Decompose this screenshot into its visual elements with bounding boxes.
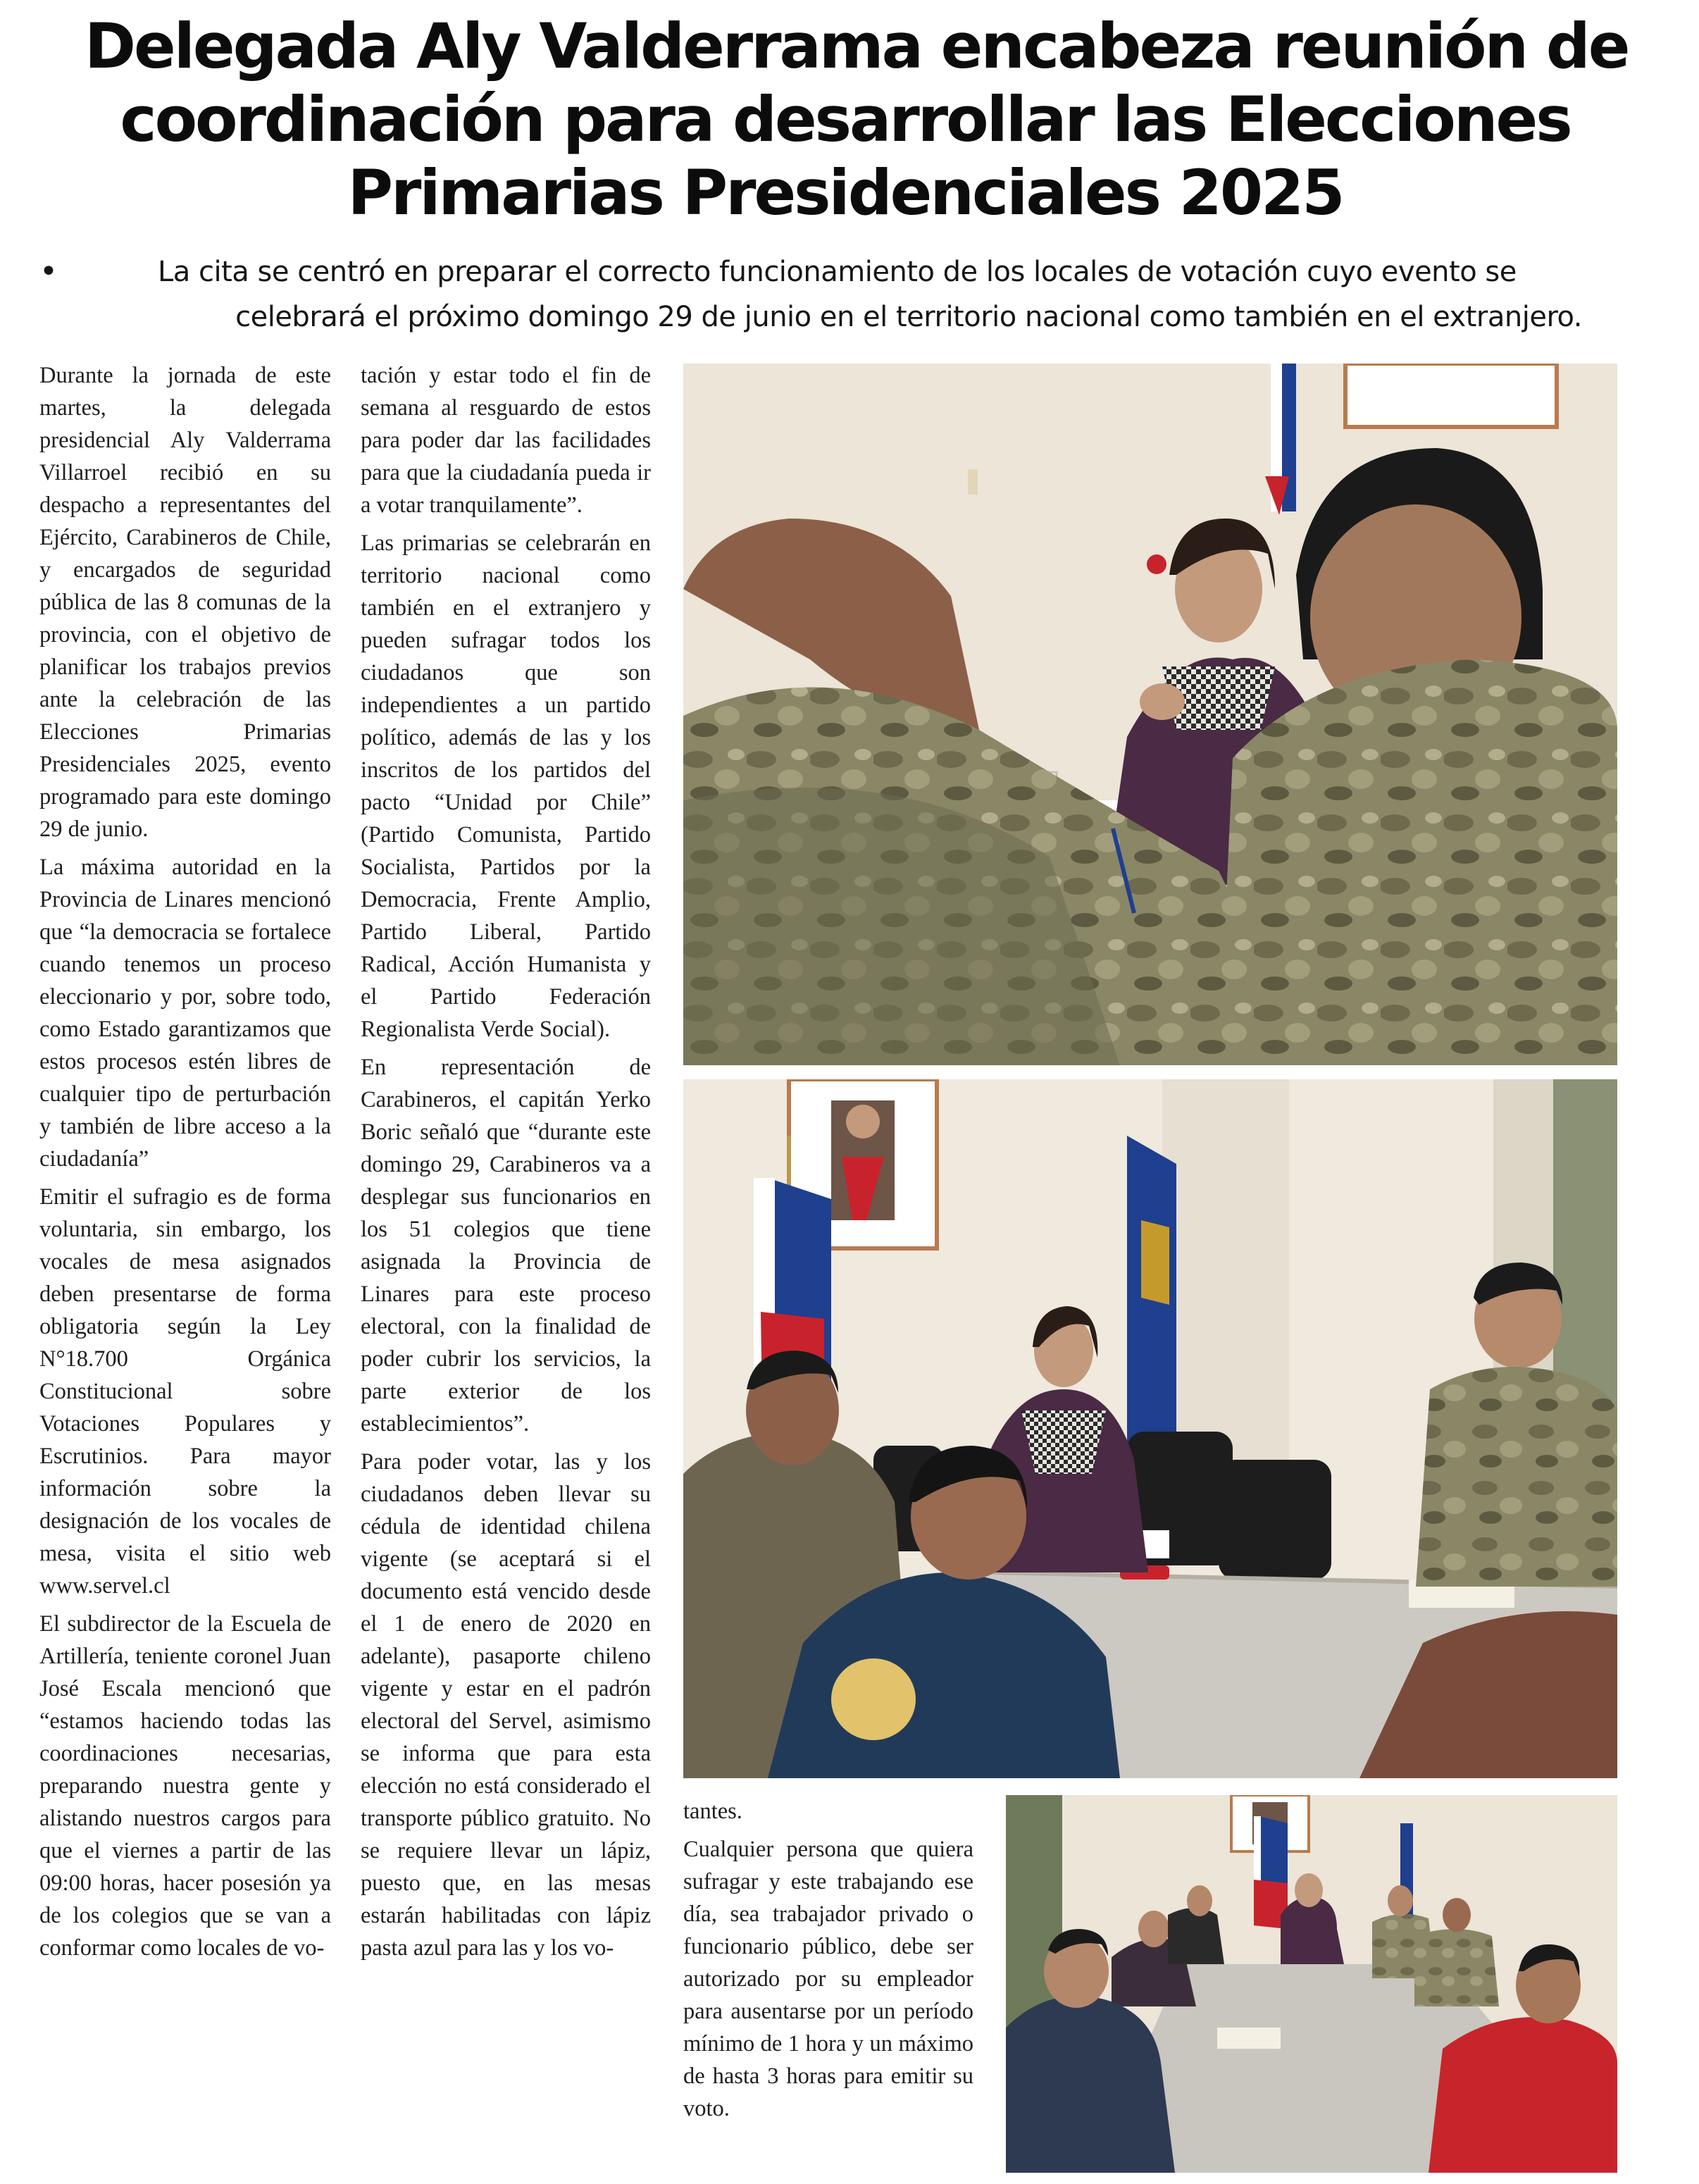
- headline-line-2: coordinación para desarrollar las Elecciones: [120, 83, 1571, 156]
- paragraph-army-quote-cont: tación y estar todo el fin de semana al resguardo de estos para poder dar las facilidades para que la ciudadanía pueda ir a votar tranquilamente”.: [361, 363, 651, 518]
- lead-bullet: •: [39, 254, 58, 290]
- paragraph-army-quote: El subdirector de la Escuela de Artillería, teniente coronel Juan José Escala mencionó que “estamos haciendo todas las coordinaciones necesarias, preparando nuestra gente y alistando nuestros cargos para que el viernes a partir de las 09:00 horas, hacer posesión ya de los colegios que se van a conformar como locales de vo-: [39, 1611, 331, 1961]
- lead-line-2: celebrará el próximo domingo 29 de junio en el territorio nacional como también en el extranjero.: [235, 301, 1582, 333]
- paragraph-voting-voluntary: Emitir el sufragio es de forma voluntaria, sin embargo, los vocales de mesa asignados deben presentarse de forma obligatoria según la Ley N°18.700 Orgánica Constitucional sobre Votaciones Populares y Escrutinios. Para mayor información sobre la designación de los vocales de mesa, visita el sitio web www.servel.cl: [39, 1184, 331, 1599]
- paragraph-primaries-parties: Las primarias se celebrarán en territorio nacional como también en el extranjero y pueden sufragar todos los ciudadanos que son independientes a un partido político, además de las y los inscritos de los partidos del pacto “Unidad por Chile” (Partido Comunista, Partido Socialista, Partidos por la Democracia, Frente Amplio, Partido Liberal, Partido Radical, Acción Humanista y el Partido Federación Regionalista Verde Social).: [361, 531, 651, 1042]
- paragraph-meeting-intro: Durante la jornada de este martes, la delegada presidencial Aly Valderrama Villarroel recibió en su despacho a representantes del Ejército, Carabineros de Chile, y encargados de seguridad pública de las 8 comunas de la provincia, con el objetivo de planificar los trabajos previos ante la celebración de las Elecciones Primarias Presidenciales 2025, evento programado para este domingo 29 de junio.: [39, 363, 331, 842]
- paragraph-voting-requirements: Para poder votar, las y los ciudadanos deben llevar su cédula de identidad chilena vigente (se aceptará si el documento está vencido desde el 1 de enero de 2020 en adelante), pasaporte chileno vigente y estar en el padrón electoral del Servel, asimismo se informa que para esta elección no está considerado el transporte público gratuito. No se requiere llevar un lápiz, puesto que, en las mesas estarán habilitadas con lápiz pasta azul para las y los vo-: [361, 1449, 651, 1961]
- paragraph-carabineros-quote: En representación de Carabineros, el capitán Yerko Boric señaló que “durante este domingo 29, Carabineros va a desplegar sus funcionarios en los 51 colegios que tiene asignada la Provincia de Linares para este proceso electoral, con la finalidad de poder cubrir los servicios, la parte exterior de los establecimientos”.: [361, 1055, 651, 1437]
- paragraph-delegate-quote: La máxima autoridad en la Provincia de Linares mencionó que “la democracia se fortalece cuando tenemos un proceso eleccionario y por, sobre todo, como Estado garantizamos que estos procesos estén libres de cualquier tipo de perturbación y también de libre acceso a la ciudadanía”: [39, 855, 331, 1172]
- photo-meeting-table-image: [683, 1079, 1617, 1778]
- photo-meeting-table: [683, 1079, 1617, 1778]
- photo-delegate-speaking: [683, 364, 1617, 1065]
- body-column-1: [39, 359, 331, 1964]
- photo-delegate-speaking-image: [683, 364, 1617, 1065]
- body-column-2: [361, 359, 651, 1964]
- photo-meeting-room-wide-image: [1006, 1795, 1617, 2173]
- headline-line-3: Primarias Presidenciales 2025: [347, 156, 1343, 229]
- lead-line-1: La cita se centró en preparar el correcto funcionamiento de los locales de votación cuyo evento se: [158, 256, 1517, 288]
- paragraph-voting-requirements-cont: tantes.: [683, 1799, 742, 1824]
- paragraph-work-permission: Cualquier persona que quiera sufragar y este trabajando ese día, sea trabajador privado o funcionario público, debe ser autorizado por su empleador para ausentarse por un período mínimo de 1 hora y un máximo de hasta 3 horas para emitir su voto.: [683, 1837, 973, 2121]
- article-headline: [85, 10, 1629, 230]
- headline-line-1: Delegada Aly Valderrama encabeza reunión de: [85, 10, 1629, 82]
- body-column-3: [683, 1795, 973, 2125]
- photo-meeting-room-wide: [1006, 1795, 1617, 2173]
